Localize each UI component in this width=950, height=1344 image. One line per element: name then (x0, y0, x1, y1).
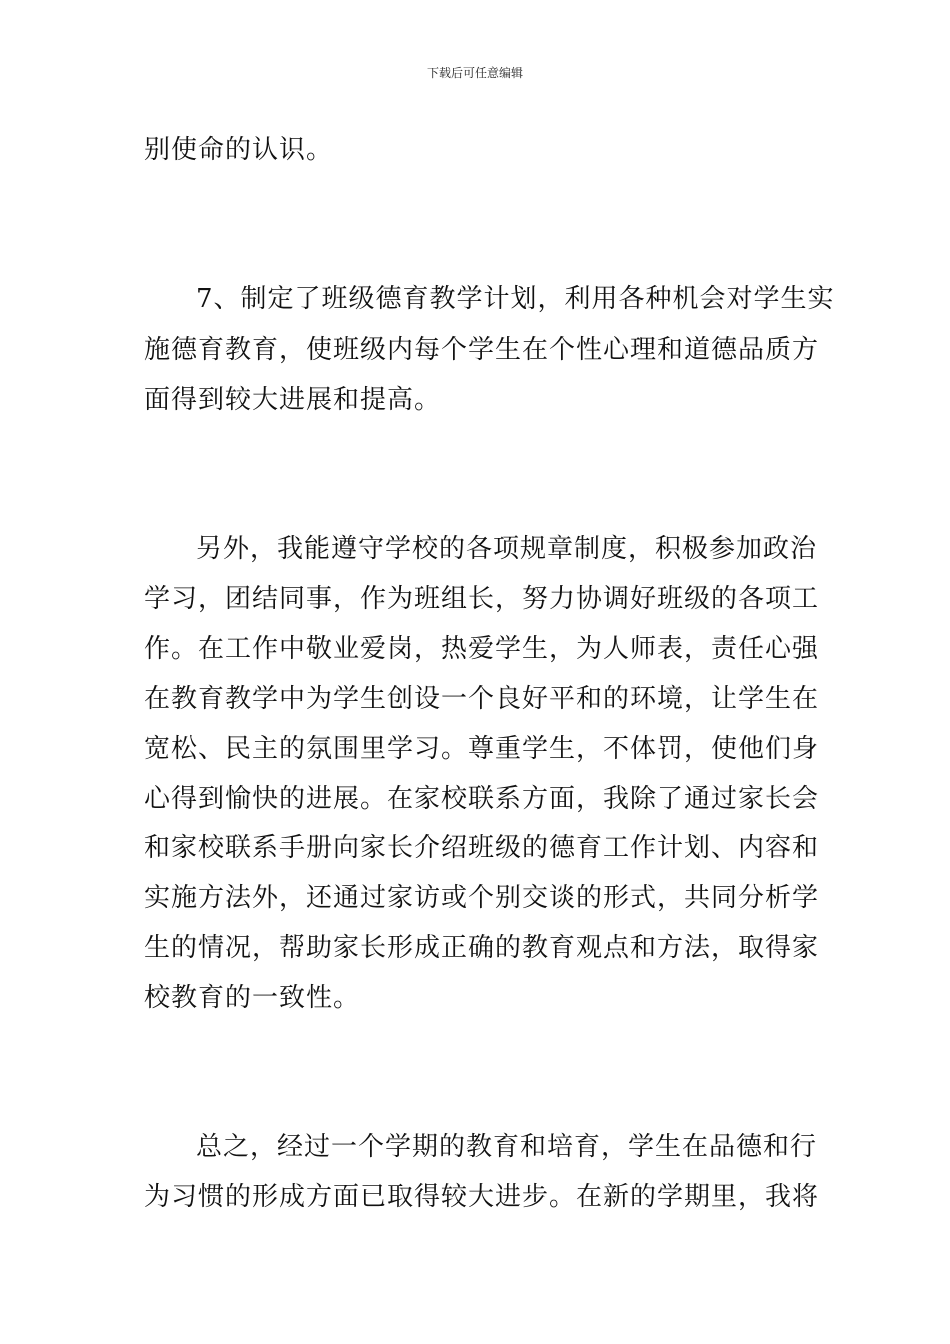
text-line: 施德育教育，使班级内每个学生在个性心理和道德品质方 (144, 335, 820, 365)
text-line: 总之，经过一个学期的教育和培育，学生在品德和行 (196, 1132, 818, 1162)
text-line: 面得到较大进展和提高。 (144, 385, 442, 415)
text-line: 学习，团结同事，作为班组长，努力协调好班级的各项工 (144, 584, 820, 614)
text-line: 另外，我能遵守学校的各项规章制度，积极参加政治 (196, 534, 818, 564)
text-line: 7、制定了班级德育教学计划，利用各种机会对学生实 (196, 284, 835, 314)
text-line: 宽松、民主的氛围里学习。尊重学生，不体罚，使他们身 (144, 734, 820, 764)
text-line: 生的情况，帮助家长形成正确的教育观点和方法，取得家 (144, 933, 820, 963)
text-line: 别使命的认识。 (144, 135, 334, 165)
text-line: 心得到愉快的进展。在家校联系方面，我除了通过家长会 (144, 784, 820, 814)
text-line: 作。在工作中敬业爱岗，热爱学生，为人师表，责任心强 (144, 634, 820, 664)
text-line: 在教育教学中为学生创设一个良好平和的环境，让学生在 (144, 684, 820, 714)
text-line: 和家校联系手册向家长介绍班级的德育工作计划、内容和 (144, 833, 820, 863)
text-line: 校教育的一致性。 (144, 983, 361, 1013)
text-line: 为习惯的形成方面已取得较大进步。在新的学期里，我将 (144, 1182, 820, 1212)
page-header: 下载后可任意编辑 (426, 66, 523, 80)
text-line: 实施方法外，还通过家访或个别交谈的形式，共同分析学 (144, 883, 820, 913)
